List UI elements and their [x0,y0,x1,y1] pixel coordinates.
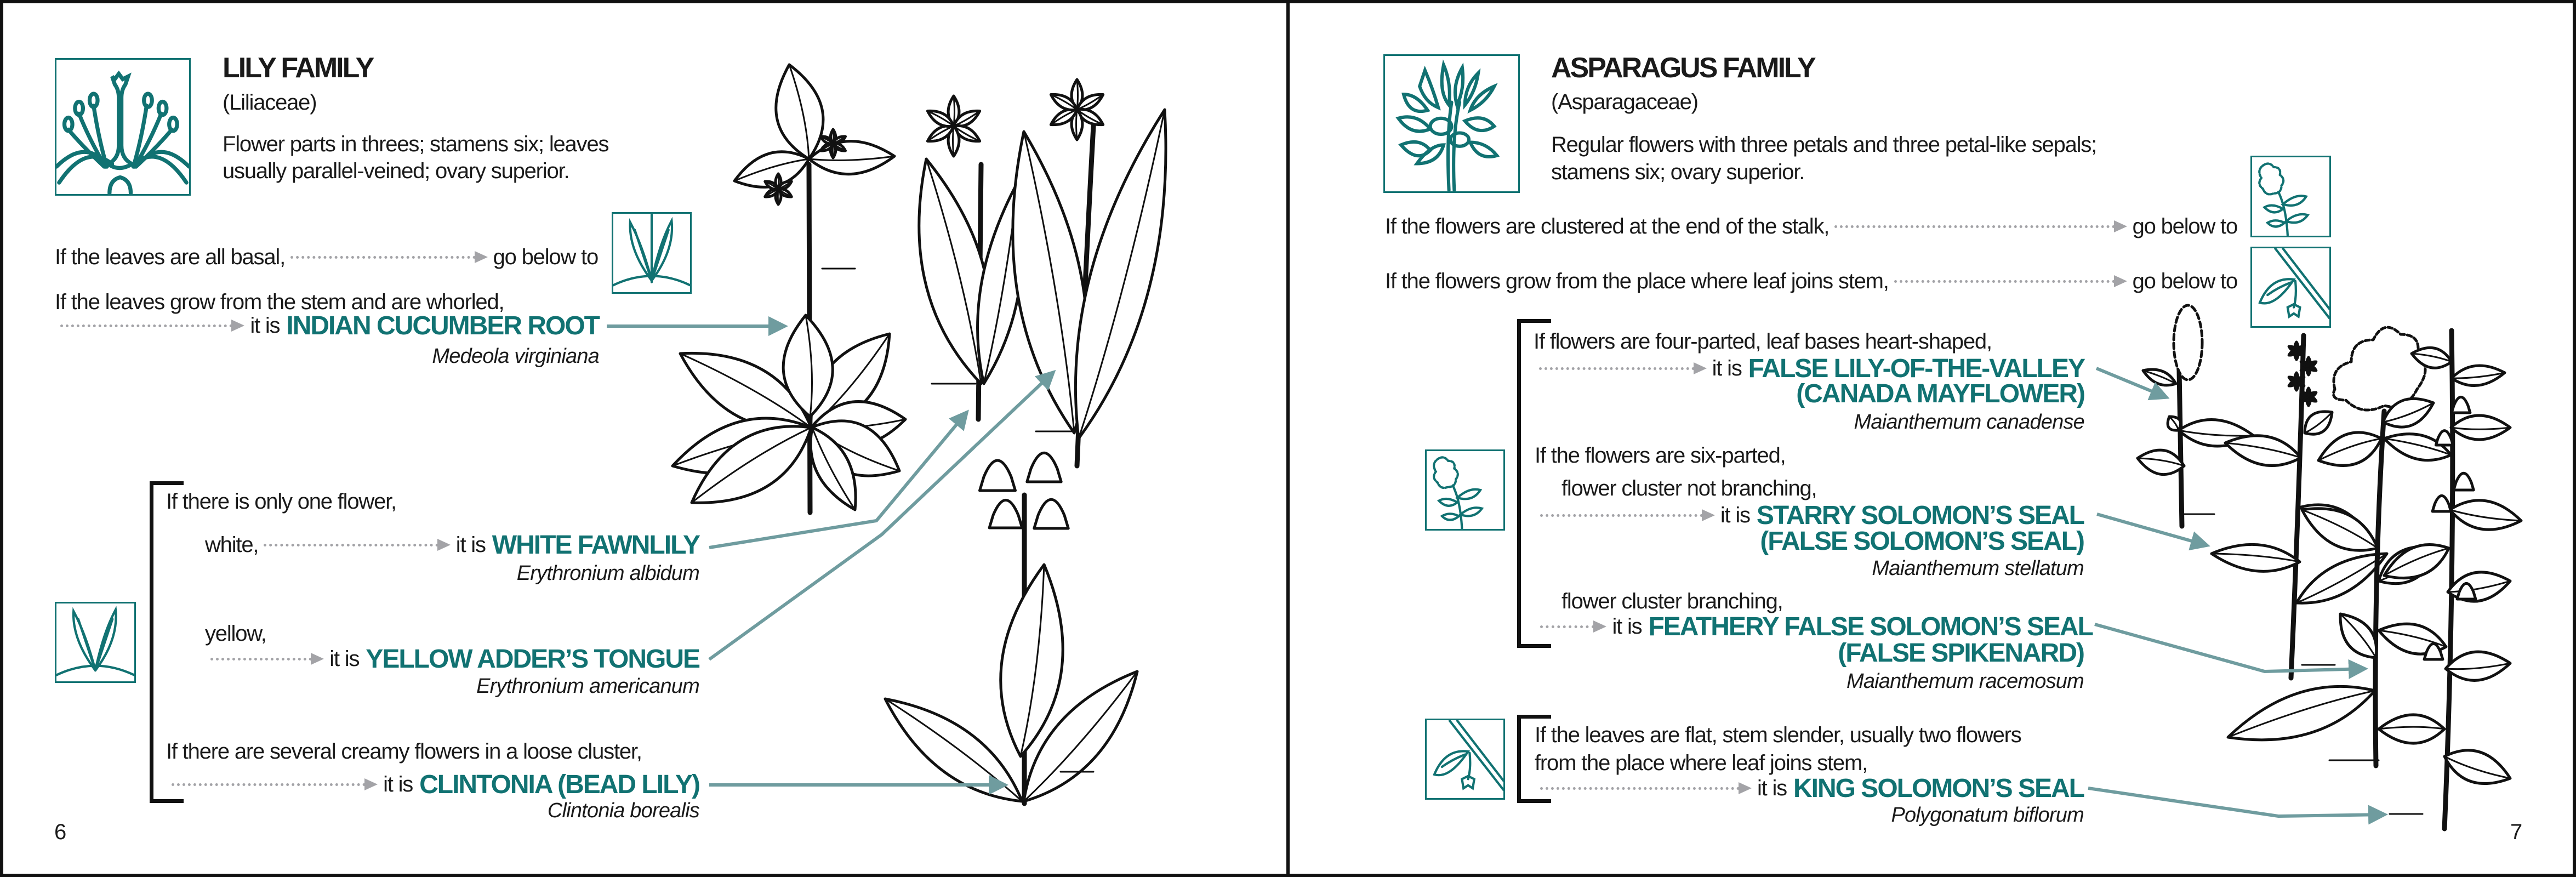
family-description-line: stamens six; ovary superior. [1551,160,1805,184]
key-condition: If the leaves are all basal, [55,244,285,269]
key-condition: If flowers are four-parted, leaf bases heart-shaped, [1534,329,1992,354]
leaf [2451,415,2510,440]
key-condition: If there is only one flower, [166,489,396,514]
key-result-yellow-adders-tongue [205,643,699,674]
key-result-feathery-false-solomons-seal [1535,611,2093,642]
terminal-cluster-icon[interactable] [2250,156,2331,237]
dotted-arrow-icon [60,320,244,332]
terminal-cluster-icon [1425,449,1505,531]
indian-cucumber-root-illustration [673,65,905,512]
key-condition: If the flowers are six-parted, [1535,443,1786,468]
dotted-arrow-icon [1540,620,1606,633]
species-common-name[interactable]: FEATHERY FALSE SOLOMON’S SEAL [1648,612,2093,641]
asparagus-family-icon [1383,54,1520,193]
species-scientific-name: Maianthemum racemosum [1846,670,2084,693]
leaf [2452,366,2505,386]
bell-flower [2454,473,2474,490]
dotted-arrow-icon [172,778,378,790]
flower-spike [2174,305,2202,380]
species-scientific-name: Polygonatum biflorum [1891,804,2084,827]
axillary-flower-icon[interactable] [2250,247,2331,328]
family-latin-name: (Asparagaceae) [1551,90,1698,114]
key-condition: If there are several creamy flowers in a loose cluster, [166,739,642,764]
axillary-flower-icon [1425,719,1505,800]
family-title: LILY FAMILY [223,52,373,84]
species-common-name[interactable]: YELLOW ADDER’S TONGUE [366,644,699,674]
leaf [1075,110,1166,438]
species-common-name[interactable]: STARRY SOLOMON’S SEAL [1756,500,2084,530]
species-alternate-name[interactable]: (FALSE SOLOMON’S SEAL) [1760,527,2084,556]
dotted-arrow-icon [210,653,324,665]
key-condition: If the flowers grow from the place where leaf joins stem, [1385,269,1889,293]
species-common-name[interactable]: CLINTONIA (BEAD LILY) [419,770,699,799]
go-below-link[interactable]: go below to [2132,269,2237,293]
key-condition: If the flowers are clustered at the end of the stalk, [1385,214,1830,238]
go-below-link[interactable]: go below to [2132,214,2237,238]
bell-flower [989,500,1022,528]
leaf [776,65,823,159]
species-alternate-name[interactable]: (CANADA MAYFLOWER) [1796,379,2084,408]
leaf [2318,432,2381,465]
it-is-label: it is [250,313,280,338]
dotted-arrow-icon [264,539,450,551]
key-result-starry-solomons-seal [1535,500,2084,531]
basal-leaves-icon[interactable] [612,212,692,294]
it-is-label: it is [329,646,360,671]
it-is-label: it is [455,532,486,557]
key-condition: If the leaves grow from the stem and are whorled, [55,290,504,314]
leaf [2138,450,2184,475]
bell-flower [1027,453,1061,482]
bell-flower [2432,496,2451,511]
species-common-name[interactable]: FALSE LILY-OF-THE-VALLEY [1748,354,2084,383]
leaf [2225,436,2301,466]
dotted-arrow-icon [1894,275,2127,287]
species-scientific-name: Maianthemum stellatum [1872,557,2084,580]
key-condition: from the place where leaf joins stem, [1535,751,1868,775]
key-condition: If the leaves are flat, stem slender, usually two flowers [1535,723,2021,747]
species-scientific-name: Erythronium americanum [476,675,699,698]
go-below-link[interactable]: go below to [493,244,598,269]
key-condition: white, [205,532,259,557]
false-lily-of-the-valley-illustration [2138,305,2254,526]
species-scientific-name: Medeola virginiana [432,345,599,368]
key-condition: flower cluster branching, [1561,589,1783,613]
leaf [2450,500,2521,529]
bell-flower [980,460,1016,491]
it-is-label: it is [1712,356,1742,380]
it-is-label: it is [1757,776,1787,800]
clintonia-illustration [885,453,1137,804]
page-number: 6 [54,820,67,844]
species-scientific-name: Clintonia borealis [547,799,699,822]
dotted-arrow-icon [1539,362,1707,374]
family-title: ASPARAGUS FAMILY [1551,52,1815,84]
leaf [2379,715,2444,743]
key-result-clintonia [166,769,699,800]
family-latin-name: (Liliaceae) [223,90,317,115]
key-step-axillary [1385,266,2237,297]
it-is-label: it is [1720,503,1750,527]
it-is-label: it is [383,772,413,796]
key-result-white-fawnlily [205,529,699,560]
page-number: 7 [2510,820,2523,844]
dotted-arrow-icon [1834,220,2127,232]
stem [2375,411,2384,766]
dotted-arrow-icon [1540,509,1715,521]
leaf [1001,565,1063,756]
dotted-arrow-icon [290,251,488,263]
leaf [2228,686,2375,739]
key-step-basal [55,242,598,272]
yellow-adders-tongue-illustration [1013,79,1166,466]
species-common-name[interactable]: INDIAN CUCUMBER ROOT [286,311,599,340]
species-common-name[interactable]: KING SOLOMON’S SEAL [1793,773,2084,803]
family-description-line: usually parallel-veined; ovary superior. [223,159,569,183]
connector-starry-solomons-seal [2097,514,2207,545]
key-step-clustered [1385,211,2237,242]
leaf [2212,544,2300,571]
family-description-line: Regular flowers with three petals and three petal-like sepals; [1551,133,2097,157]
leaf [2296,554,2387,603]
family-description-line: Flower parts in threes; stamens six; leaves [223,132,609,156]
species-scientific-name: Erythronium albidum [516,562,699,585]
lily-family-icon [55,58,191,196]
species-common-name[interactable]: WHITE FAWNLILY [492,530,699,560]
leaf [2446,652,2510,680]
connector-king-solomons-seal [2088,788,2385,816]
basal-leaves-icon [55,602,136,683]
dotted-arrow-icon [1540,782,1752,794]
species-scientific-name: Maianthemum canadense [1854,411,2084,434]
leaf [2384,545,2449,578]
it-is-label: it is [1612,614,1642,639]
species-alternate-name[interactable]: (FALSE SPIKENARD) [1838,639,2084,668]
bell-flower [1034,499,1068,528]
leaf [2444,750,2510,784]
white-fawnlily-illustration [919,96,1023,419]
key-condition: flower cluster not branching, [1561,476,1817,500]
key-result-king-solomons-seal [1535,773,2084,804]
key-result-indian-cucumber-root [55,310,599,341]
key-condition: yellow, [205,622,266,646]
